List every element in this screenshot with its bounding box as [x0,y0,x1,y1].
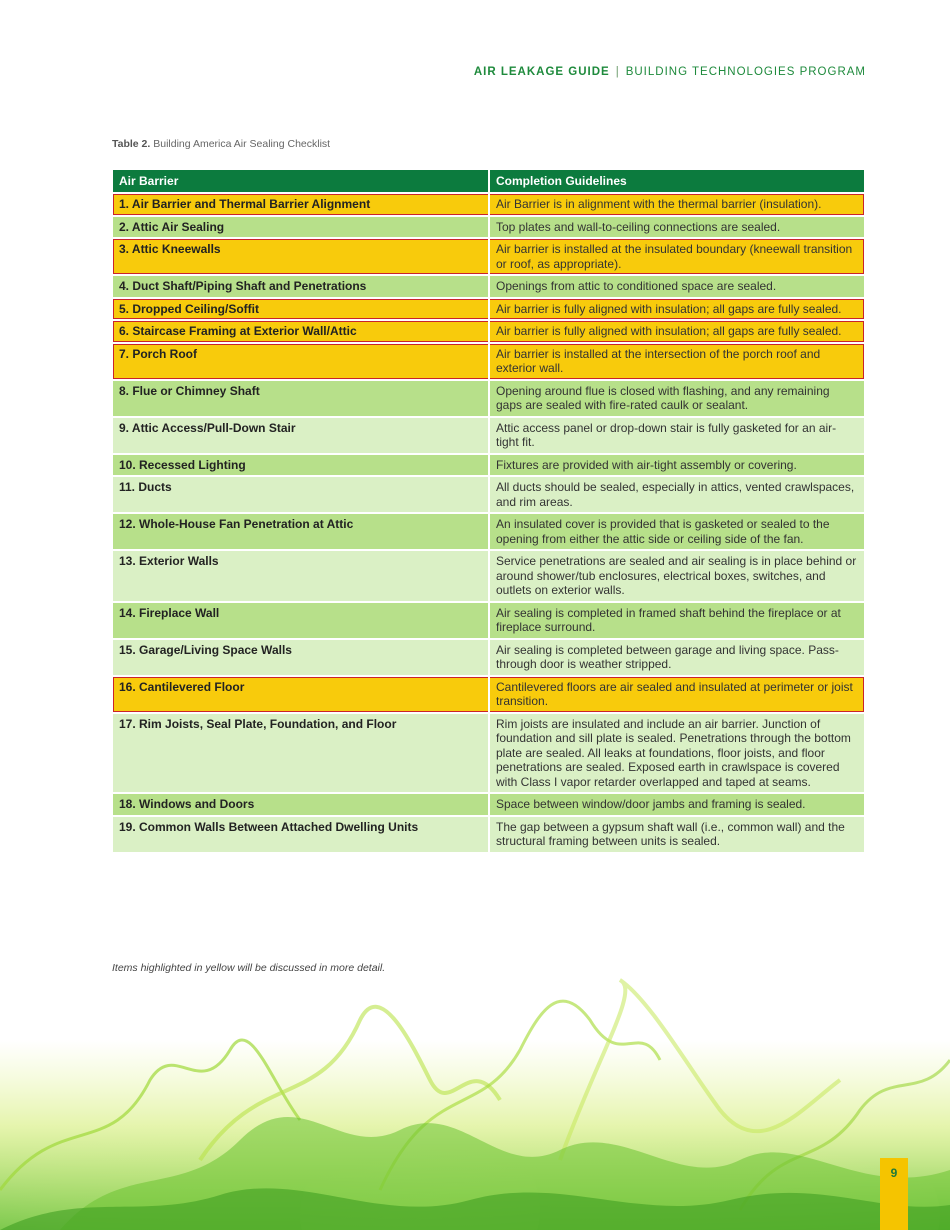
air-barrier-cell: 1. Air Barrier and Thermal Barrier Alignment [113,194,488,215]
table-row [113,344,864,379]
table-row [113,794,864,815]
completion-guideline-cell: Fixtures are provided with air-tight assembly or covering. [490,455,864,476]
page-number-tab: 9 [880,1158,908,1230]
table-row [113,603,864,638]
running-header [474,66,866,78]
table-row [113,640,864,675]
completion-guideline-cell: Air barrier is installed at the insulated boundary (kneewall transition or roof, as appropriate). [490,239,864,274]
program-name: BUILDING TECHNOLOGIES PROGRAM [625,66,866,78]
table-row [113,299,864,320]
completion-guideline-cell: Air barrier is installed at the intersection of the porch roof and exterior wall. [490,344,864,379]
table-row [113,276,864,297]
air-barrier-cell: 5. Dropped Ceiling/Soffit [113,299,488,320]
completion-guideline-cell: An insulated cover is provided that is gasketed or sealed to the opening from either the attic side or ceiling side of the fan. [490,514,864,549]
table-caption [112,138,330,150]
table-caption-label: Table 2. [112,138,151,150]
table-row [113,817,864,852]
table-row [113,239,864,274]
completion-guideline-cell: Air sealing is completed in framed shaft behind the fireplace or at fireplace surround. [490,603,864,638]
table-row [113,514,864,549]
table-row [113,418,864,453]
completion-guideline-cell: Openings from attic to conditioned space are sealed. [490,276,864,297]
completion-guideline-cell: Rim joists are insulated and include an air barrier. Junction of foundation and sill plate is sealed. Penetrations through the bottom plate are sealed. All leaks at foundations, floor joists, and floor penetrations are sealed. Exposed earth in crawlspace is covered with Class I vapor retarder overlapped and taped at seams. [490,714,864,793]
table-body [113,194,864,852]
completion-guideline-cell: Opening around flue is closed with flashing, and any remaining gaps are sealed with fire-rated caulk or sealant. [490,381,864,416]
air-sealing-checklist-table [111,168,866,854]
completion-guideline-cell: The gap between a gypsum shaft wall (i.e., common wall) and the structural framing between units is sealed. [490,817,864,852]
air-barrier-cell: 19. Common Walls Between Attached Dwelling Units [113,817,488,852]
air-barrier-cell: 18. Windows and Doors [113,794,488,815]
header-separator: | [615,66,620,78]
air-barrier-cell: 7. Porch Roof [113,344,488,379]
air-barrier-cell: 15. Garage/Living Space Walls [113,640,488,675]
table-row [113,677,864,712]
table-caption-text: Building America Air Sealing Checklist [150,138,331,150]
column-header-completion-guidelines: Completion Guidelines [490,170,864,192]
footnote: Items highlighted in yellow will be discussed in more detail. [112,962,386,974]
column-header-air-barrier: Air Barrier [113,170,488,192]
completion-guideline-cell: Air Barrier is in alignment with the thermal barrier (insulation). [490,194,864,215]
table-header-row [113,170,864,192]
completion-guideline-cell: Cantilevered floors are air sealed and insulated at perimeter or joist transition. [490,677,864,712]
completion-guideline-cell: Space between window/door jambs and framing is sealed. [490,794,864,815]
table-row [113,455,864,476]
table-row [113,321,864,342]
completion-guideline-cell: Air barrier is fully aligned with insulation; all gaps are fully sealed. [490,321,864,342]
air-barrier-cell: 17. Rim Joists, Seal Plate, Foundation, and Floor [113,714,488,793]
completion-guideline-cell: All ducts should be sealed, especially in attics, vented crawlspaces, and rim areas. [490,477,864,512]
guide-title: AIR LEAKAGE GUIDE [473,66,610,78]
air-barrier-cell: 4. Duct Shaft/Piping Shaft and Penetrations [113,276,488,297]
air-barrier-cell: 10. Recessed Lighting [113,455,488,476]
completion-guideline-cell: Top plates and wall-to-ceiling connections are sealed. [490,217,864,238]
air-barrier-cell: 11. Ducts [113,477,488,512]
air-barrier-cell: 9. Attic Access/Pull-Down Stair [113,418,488,453]
completion-guideline-cell: Service penetrations are sealed and air sealing is in place behind or around shower/tub enclosures, electrical boxes, switches, and outlets on exterior walls. [490,551,864,601]
completion-guideline-cell: Attic access panel or drop-down stair is fully gasketed for an air-tight fit. [490,418,864,453]
completion-guideline-cell: Air barrier is fully aligned with insulation; all gaps are fully sealed. [490,299,864,320]
table-row [113,477,864,512]
air-barrier-cell: 3. Attic Kneewalls [113,239,488,274]
air-barrier-cell: 16. Cantilevered Floor [113,677,488,712]
green-smoke-illustration [0,960,950,1230]
air-barrier-cell: 6. Staircase Framing at Exterior Wall/Attic [113,321,488,342]
air-barrier-cell: 8. Flue or Chimney Shaft [113,381,488,416]
table-row [113,194,864,215]
table-row [113,714,864,793]
table-row [113,217,864,238]
air-barrier-cell: 2. Attic Air Sealing [113,217,488,238]
completion-guideline-cell: Air sealing is completed between garage and living space. Pass-through door is weather stripped. [490,640,864,675]
table-row [113,551,864,601]
air-barrier-cell: 14. Fireplace Wall [113,603,488,638]
air-barrier-cell: 13. Exterior Walls [113,551,488,601]
air-barrier-cell: 12. Whole-House Fan Penetration at Attic [113,514,488,549]
table-row [113,381,864,416]
